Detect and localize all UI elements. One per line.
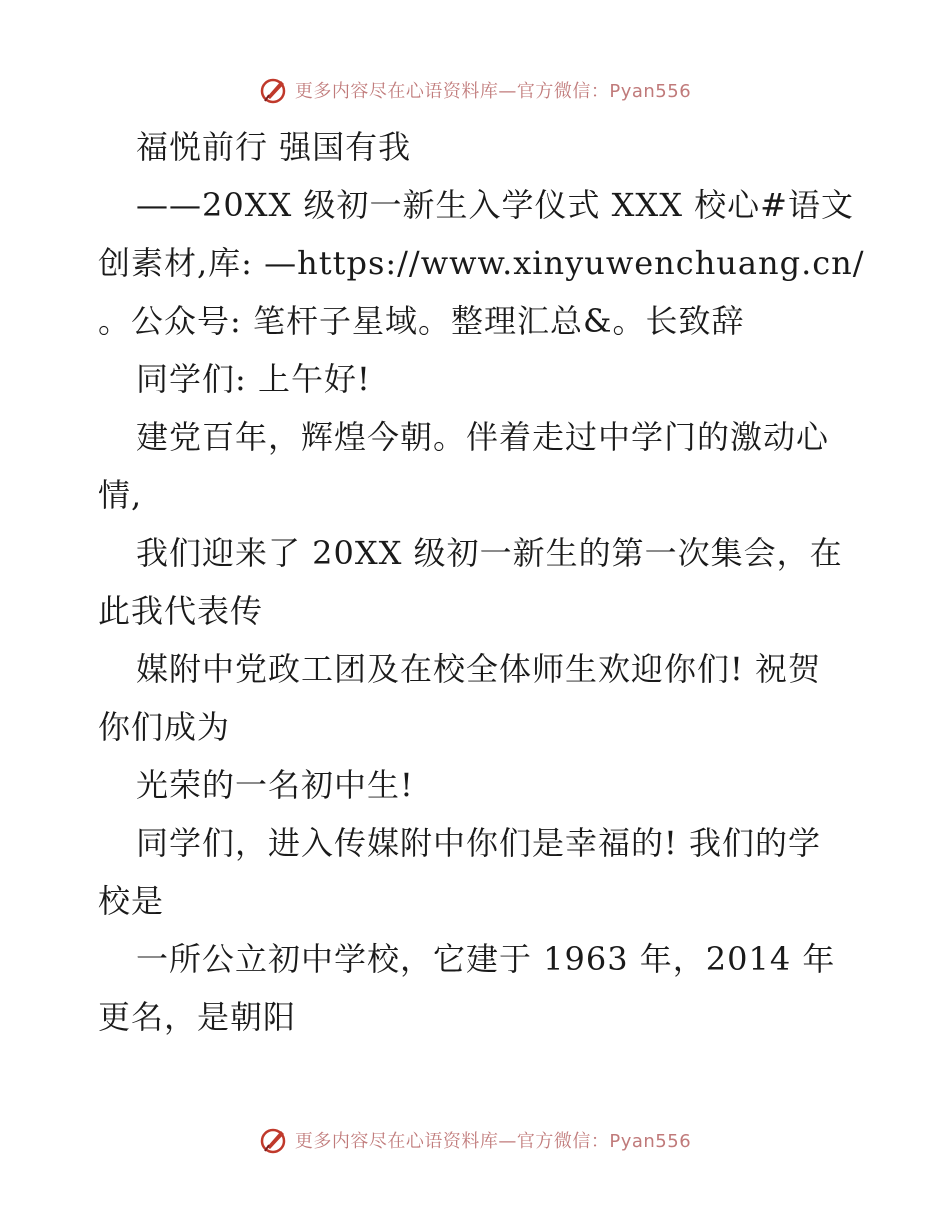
document-line: 你们成为	[98, 708, 231, 746]
document-line: 同学们: 上午好!	[136, 360, 371, 398]
footer-banner-text: 更多内容尽在心语资料库—官方微信：Pyan556	[294, 1131, 692, 1152]
document-line: 建党百年，辉煌今朝。伴着走过中学门的激动心	[136, 418, 830, 456]
document-line: 。公众号: 笔杆子星域。整理汇总&。长致辞	[98, 302, 745, 340]
document-body	[98, 118, 865, 1046]
header-banner-text: 更多内容尽在心语资料库—官方微信：Pyan556	[294, 81, 692, 102]
header-banner-content	[259, 75, 691, 105]
document-line: 我们迎来了 20XX 级初一新生的第一次集会，在	[136, 534, 843, 572]
document-line: 光荣的一名初中生!	[136, 766, 414, 804]
footer-banner-content	[259, 1125, 691, 1155]
document-line: 福悦前行 强国有我	[136, 128, 412, 166]
document-line: 校是	[98, 882, 165, 920]
document-line: 同学们，进入传媒附中你们是幸福的! 我们的学	[136, 824, 822, 862]
document-line: 此我代表传	[98, 592, 264, 630]
header-banner	[0, 70, 950, 110]
document-line: 创素材,库: —https://www.xinyuwenchuang.cn/	[98, 244, 865, 282]
document-line: 媒附中党政工团及在校全体师生欢迎你们! 祝贺	[136, 650, 822, 688]
document-line: 情,	[98, 476, 143, 514]
document-line: ——20XX 级初一新生入学仪式 XXX 校心#语文	[136, 186, 854, 224]
document-line: 一所公立初中学校，它建于 1963 年，2014 年	[136, 940, 836, 978]
quill-pen-logo-icon	[259, 1125, 289, 1155]
document-line: 更名，是朝阳	[98, 998, 297, 1036]
footer-banner	[0, 1120, 950, 1160]
quill-pen-logo-icon	[259, 75, 289, 105]
